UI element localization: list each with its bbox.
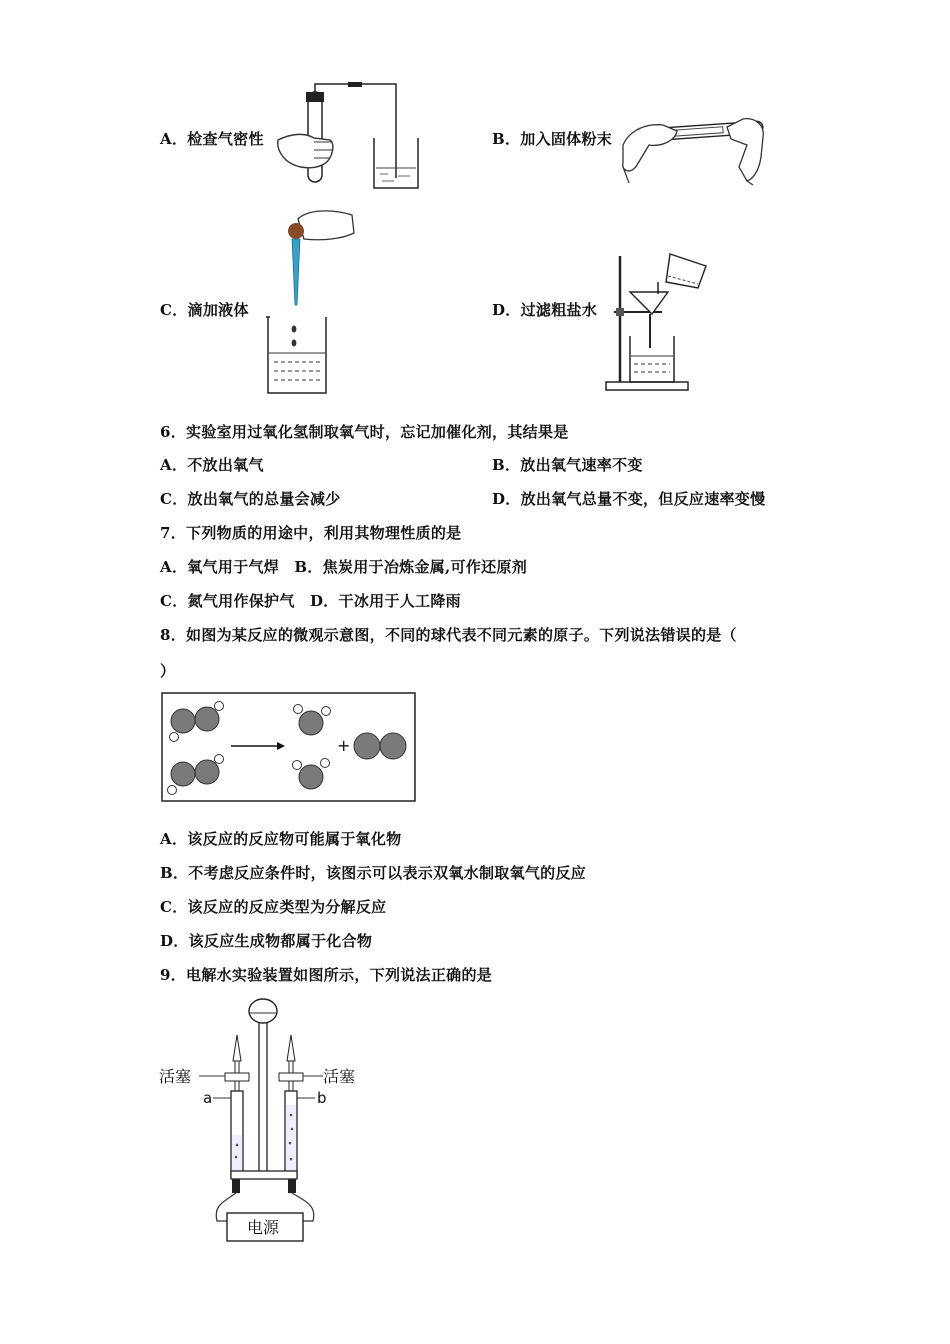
q5-option-a: A．检查气密性: [160, 130, 264, 148]
reaction-diagram: [161, 692, 417, 804]
add-powder-figure: [615, 105, 775, 187]
q5-option-c: C．滴加液体: [160, 301, 249, 319]
q8-option-d: D．该反应生成物都属于化合物: [160, 932, 373, 950]
q8-option-c: C．该反应的反应类型为分解反应: [160, 898, 387, 916]
q7-options-ab: A．氧气用于气焊 B．焦炭用于冶炼金属,可作还原剂: [160, 558, 528, 576]
tube-b-label: b: [317, 1089, 327, 1107]
q6-option-a: A．不放出氧气: [160, 456, 264, 474]
q7-options-cd: C．氮气用作保护气 D．干冰用于人工降雨: [160, 592, 461, 610]
q6-option-b: B．放出氧气速率不变: [492, 456, 643, 474]
power-supply-label: 电源: [247, 1218, 280, 1237]
right-stopcock-label: 活塞: [323, 1067, 356, 1086]
q6-stem: 6．实验室用过氧化氢制取氧气时，忘记加催化剂，其结果是: [160, 423, 569, 441]
airtightness-check-figure: [270, 80, 430, 195]
left-stopcock-label: 活塞: [159, 1067, 192, 1086]
q6-option-c: C．放出氧气的总量会减少: [160, 490, 341, 508]
q5-option-d: D．过滤粗盐水: [492, 301, 598, 319]
q7-stem: 7．下列物质的用途中，利用其物理性质的是: [160, 524, 462, 542]
electrolysis-apparatus: [155, 995, 365, 1250]
q9-stem: 9．电解水实验装置如图所示，下列说法正确的是: [160, 966, 493, 984]
q8-option-a: A．该反应的反应物可能属于氧化物: [160, 830, 402, 848]
dropper-figure: [262, 205, 367, 395]
tube-a-label: a: [203, 1089, 213, 1107]
q8-stem-close: ）: [160, 662, 176, 680]
q8-option-b: B．不考虑反应条件时，该图示可以表示双氧水制取氧气的反应: [160, 864, 587, 882]
q8-stem: 8．如图为某反应的微观示意图，不同的球代表不同元素的原子。下列说法错误的是（: [160, 626, 737, 644]
filtration-figure: [600, 248, 712, 398]
q5-option-b: B．加入固体粉末: [492, 130, 613, 148]
q6-option-d: D．放出氧气总量不变，但反应速率变慢: [492, 490, 766, 508]
plus-sign: +: [337, 736, 351, 755]
